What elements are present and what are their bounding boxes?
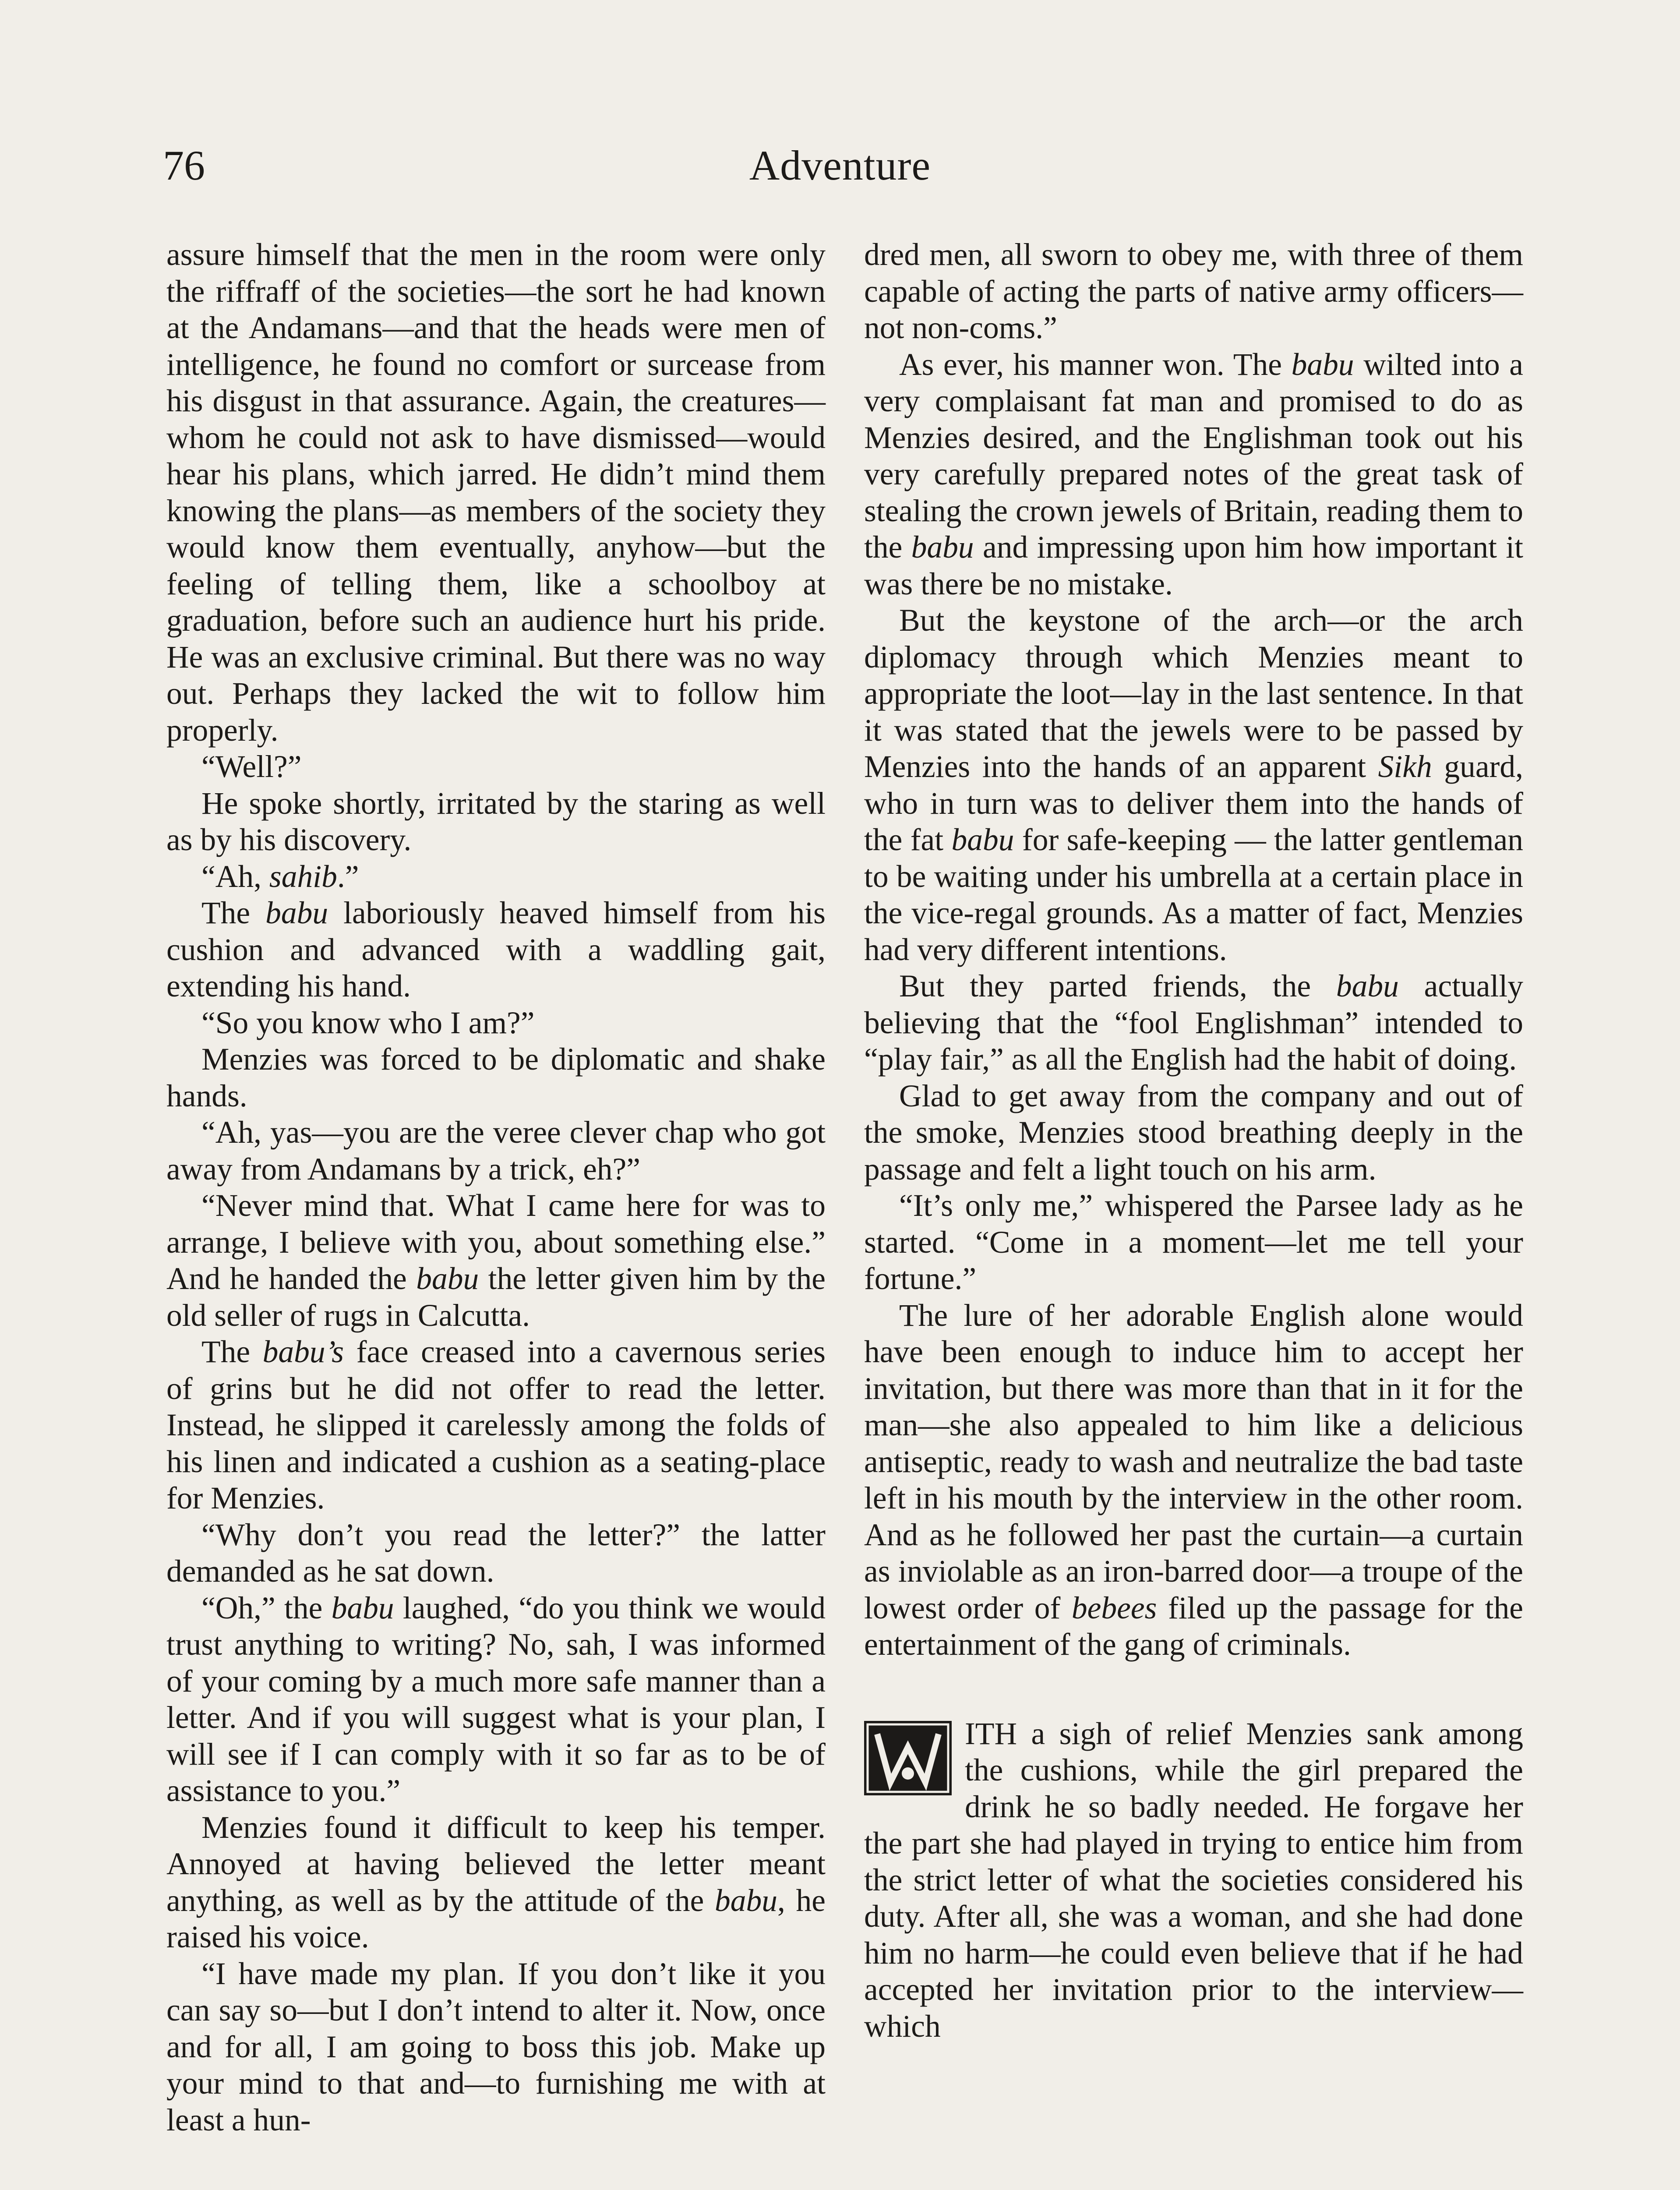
paragraph: The babu’s face creased into a cavernous series of grins but he did not offer to read the letter. Instead, he slipped it carelessly among the folds of his linen and indicated a cushion as a seating-place for Menzies. <box>166 1335 826 1515</box>
paragraph: But they parted friends, the babu actually believing that the “fool Englishman” intended to “play fair,” as all the English had the habit of doing. <box>864 969 1523 1077</box>
paragraph: “Why don’t you read the letter?” the latter demanded as he sat down. <box>166 1517 826 1589</box>
paragraph-text: ITH a sigh of relief Menzies sank among the cushions, while the girl prepared the drink he so badly needed. He forgave her the part she had played in trying to entice him from the strict letter of what the societies considered his duty. After all, she was a woman, and she had done him no harm—he could even believe that if he had accepted her invitation prior to the interview—which <box>864 1716 1523 2044</box>
left-column <box>166 237 826 2138</box>
paragraph: “Ah, yas—you are the veree clever chap who got away from Andamans by a trick, eh?” <box>166 1115 826 1187</box>
paragraph: Menzies was forced to be diplomatic and shake hands. <box>166 1042 826 1113</box>
paragraph: He spoke shortly, irritated by the staring as well as by his discovery. <box>166 786 826 857</box>
initial-paragraph <box>864 1716 1523 2045</box>
right-column <box>864 237 1523 2045</box>
paragraph: “It’s only me,” whispered the Parsee lady as he started. “Come in a moment—let me tell your fortune.” <box>864 1188 1523 1296</box>
paragraph: “Oh,” the babu laughed, “do you think we would trust anything to writing? No, sah, I was informed of your coming by a much more safe manner than a letter. And if you will suggest what is your plan, I will see if I can comply with it so far as to be of assistance to you.” <box>166 1590 826 1808</box>
section-break <box>864 1663 1523 1716</box>
paragraph: As ever, his manner won. The babu wilted into a very complaisant fat man and promised to do as Menzies desired, and the Englishman took out his very carefully prepared notes of the great task of stealing the crown jewels of Britain, reading them to the babu and impressing upon him how important it was there be no mistake. <box>864 347 1524 601</box>
drop-cap-w-icon <box>864 1721 952 1795</box>
paragraph: But the keystone of the arch—or the arch diplomacy through which Menzies meant to appropriate the loot—lay in the last sentence. In that it was stated that the jewels were to be passed by Menzies into the hands of an apparent Sikh guard, who in turn was to deliver them into the hands of the fat babu for safe-keeping — the latter gentleman to be waiting under his umbrella at a certain place in the vice-regal grounds. As a matter of fact, Menzies had very different intentions. <box>864 603 1523 967</box>
paragraph: assure himself that the men in the room were only the riffraff of the societies—the sort he had known at the Andamans—and that the heads were men of intelligence, he found no comfort or surcease from his disgust in that assurance. Again, the creatures—whom he could not ask to have dismissed—would hear his plans, which jarred. He didn’t mind them knowing the plans—as members of the society they would know them eventually, anyhow—but the feeling of telling them, like a schoolboy at graduation, before such an audience hurt his pride. He was an exclusive criminal. But there was no way out. Perhaps they lacked the wit to follow him properly. <box>166 237 826 748</box>
paragraph: “Never mind that. What I came here for was to arrange, I believe with you, about something else.” And he handed the babu the letter given him by the old seller of rugs in Calcutta. <box>166 1188 826 1333</box>
paragraph: The lure of her adorable English alone would have been enough to induce him to accept her invitation, but there was more than that in it for the man—she also appealed to him like a delicious antiseptic, ready to wash and neutralize the bad taste left in his mouth by the interview in the other room. And as he followed her past the curtain—a curtain as inviolable as an iron-barred door—a troupe of the lowest order of bebees filed up the passage for the entertainment of the gang of criminals. <box>864 1298 1524 1662</box>
page-number: 76 <box>163 142 205 189</box>
page-title: Adventure <box>749 142 931 189</box>
paragraph: The babu laboriously heaved himself from his cushion and advanced with a waddling gait, extending his hand. <box>166 896 826 1003</box>
paragraph: Menzies found it difficult to keep his temper. Annoyed at having believed the letter meant anything, as well as by the attitude of the babu, he raised his voice. <box>166 1810 826 1954</box>
paragraph: Glad to get away from the company and out of the smoke, Menzies stood breathing deeply in the passage and felt a light touch on his arm. <box>864 1078 1523 1187</box>
paragraph: “Well?” <box>201 749 302 784</box>
paragraph: “Ah, sahib.” <box>201 859 359 894</box>
paragraph: dred men, all sworn to obey me, with three of them capable of acting the parts of native army officers—not non-coms.” <box>864 237 1523 345</box>
paragraph: “So you know who I am?” <box>201 1005 535 1040</box>
paragraph: “I have made my plan. If you don’t like it you can say so—but I don’t intend to alter it. Now, once and for all, I am going to boss this job. Make up your mind to that and—to furnishing me with at least a hun- <box>166 1956 826 2137</box>
